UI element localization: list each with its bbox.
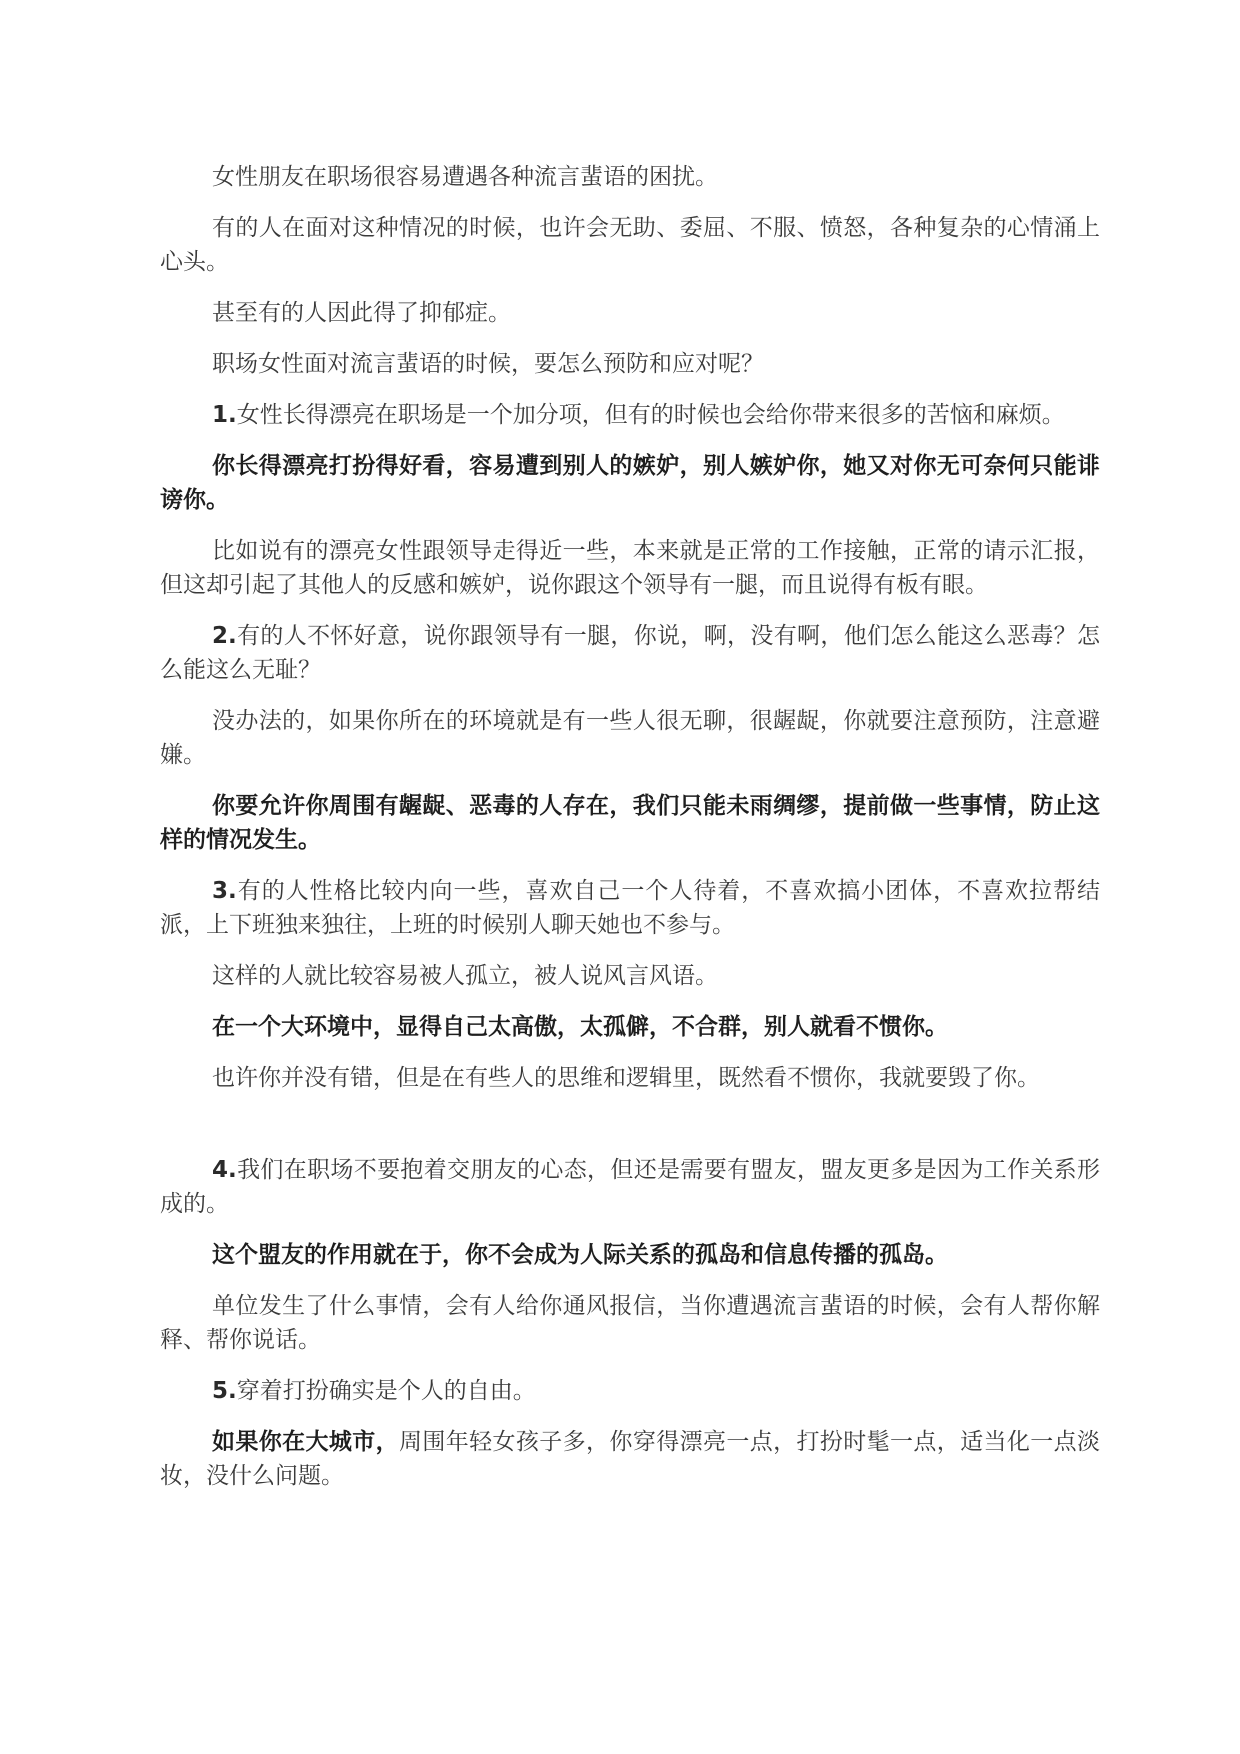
point-number: 1. <box>212 402 237 428</box>
paragraph-point-4-help: 单位发生了什么事情，会有人给你通风报信，当你遭遇流言蜚语的时候，会有人帮你解释、帮你说话。 <box>160 1293 1100 1353</box>
paragraph-point-2-advice: 没办法的，如果你所在的环境就是有一些人很无聊，很龌龊，你就要注意预防，注意避嫌。 <box>160 708 1100 768</box>
point-number: 2. <box>212 623 237 649</box>
paragraph-point-2-emphasis: 你要允许你周围有龌龊、恶毒的人存在，我们只能未雨绸缪，提前做一些事情，防止这样的情况发生。 <box>160 792 1100 853</box>
paragraph-feelings: 有的人在面对这种情况的时候，也许会无助、委屈、不服、愤怒，各种复杂的心情涌上心头。 <box>160 215 1100 275</box>
paragraph-point-1-emphasis: 你长得漂亮打扮得好看，容易遭到别人的嫉妒，别人嫉妒你，她又对你无可奈何只能诽谤你。 <box>160 452 1100 513</box>
paragraph-point-5-city <box>160 1425 1100 1493</box>
point-number: 5. <box>212 1378 237 1404</box>
paragraph-depression: 甚至有的人因此得了抑郁症。 <box>212 300 511 326</box>
paragraph-intro: 女性朋友在职场很容易遭遇各种流言蜚语的困扰。 <box>212 164 718 190</box>
paragraph-point-3-isolation: 这样的人就比较容易被人孤立，被人说风言风语。 <box>212 963 718 989</box>
paragraph-point-1 <box>160 398 1100 432</box>
point-number: 4. <box>212 1157 237 1183</box>
point-text: 有的人不怀好意，说你跟领导有一腿，你说，啊，没有啊，他们怎么能这么恶毒？怎么能这么无耻？ <box>160 623 1100 683</box>
paragraph-point-3-emphasis: 在一个大环境中，显得自己太高傲，太孤僻，不合群，别人就看不惯你。 <box>212 1013 948 1040</box>
paragraph-point-3-logic: 也许你并没有错，但是在有些人的思维和逻辑里，既然看不惯你，我就要毁了你。 <box>212 1065 1040 1091</box>
paragraph-point-5 <box>160 1374 1100 1408</box>
lead-phrase: 如果你在大城市， <box>212 1428 400 1455</box>
paragraph-point-3 <box>160 874 1100 942</box>
paragraph-text: 周围年轻女孩子多，你穿得漂亮一点，打扮时髦一点，适当化一点淡妆，没什么问题。 <box>160 1429 1101 1489</box>
paragraph-point-2 <box>160 619 1100 687</box>
point-number: 3. <box>212 878 237 904</box>
paragraph-point-4 <box>160 1153 1100 1221</box>
point-text: 有的人性格比较内向一些，喜欢自己一个人待着，不喜欢搞小团体，不喜欢拉帮结派，上下班独来独往，上班的时候别人聊天她也不参与。 <box>160 878 1100 938</box>
point-text: 我们在职场不要抱着交朋友的心态，但还是需要有盟友，盟友更多是因为工作关系形成的。 <box>160 1157 1100 1217</box>
paragraph-question: 职场女性面对流言蜚语的时候，要怎么预防和应对呢？ <box>212 351 764 377</box>
paragraph-point-1-example: 比如说有的漂亮女性跟领导走得近一些，本来就是正常的工作接触，正常的请示汇报，但这却引起了其他人的反感和嫉妒，说你跟这个领导有一腿，而且说得有板有眼。 <box>160 538 1100 598</box>
paragraph-point-4-emphasis: 这个盟友的作用就在于，你不会成为人际关系的孤岛和信息传播的孤岛。 <box>212 1241 948 1268</box>
point-text: 女性长得漂亮在职场是一个加分项，但有的时候也会给你带来很多的苦恼和麻烦。 <box>236 402 1065 428</box>
point-text: 穿着打扮确实是个人的自由。 <box>236 1378 536 1404</box>
document-page <box>160 160 1100 1510</box>
